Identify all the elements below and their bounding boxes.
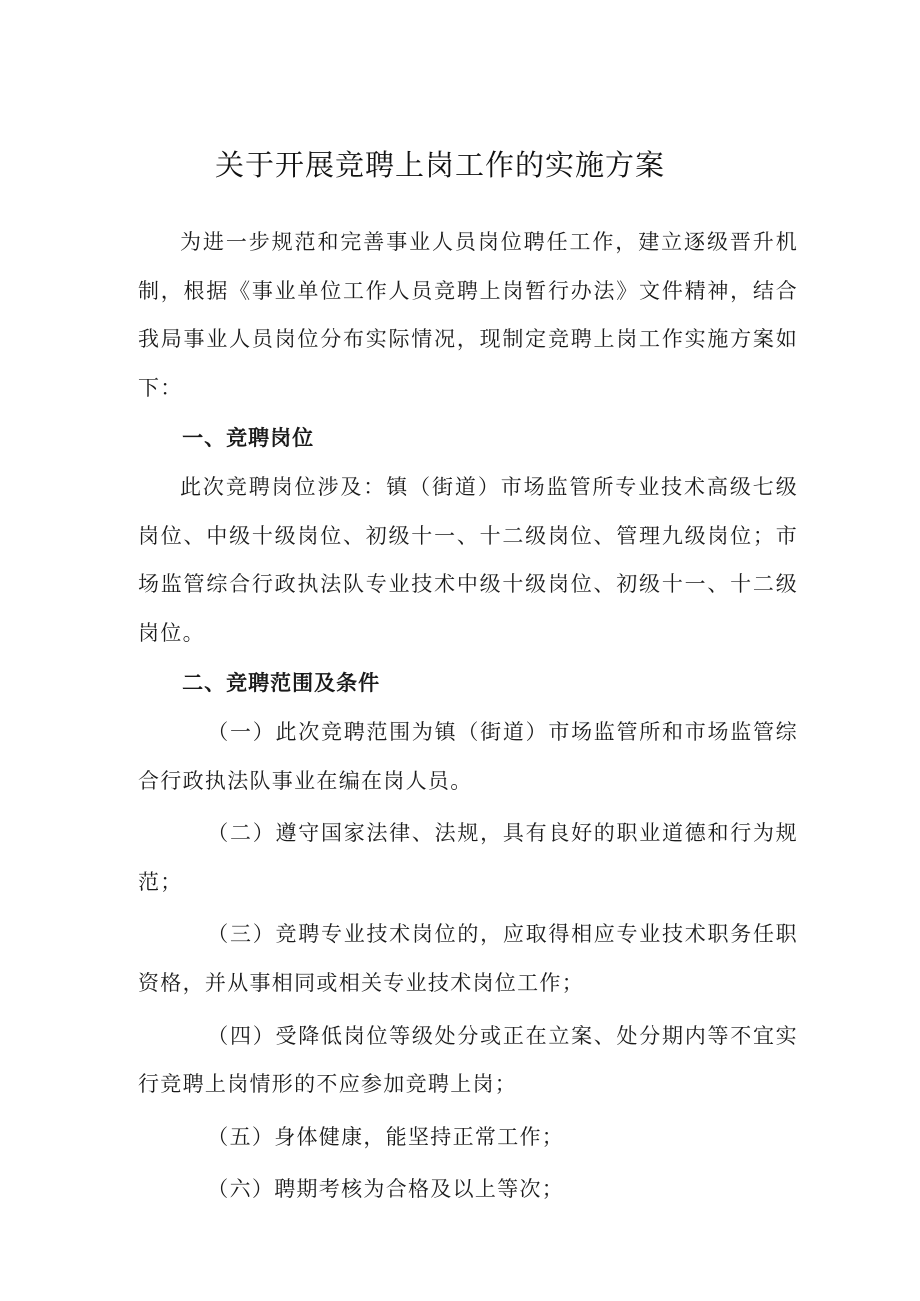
section-1-heading: 一、竞聘岗位 (182, 426, 315, 451)
condition-item-1: （一）此次竞聘范围为镇（街道）市场监管所和市场监管综合行政执法队事业在编在岗人员。 (138, 719, 798, 793)
section-1-body: 此次竞聘岗位涉及：镇（街道）市场监管所专业技术高级七级岗位、中级十级岗位、初级十一、十二级岗位、管理九级岗位；市场监管综合行政执法队专业技术中级十级岗位、初级十一、十二级岗位。 (138, 474, 798, 645)
document-body (138, 218, 798, 1214)
intro-paragraph: 为进一步规范和完善事业人员岗位聘任工作，建立逐级晋升机制，根据《事业单位工作人员竞聘上岗暂行办法》文件精神，结合我局事业人员岗位分布实际情况，现制定竞聘上岗工作实施方案如下： (138, 230, 798, 400)
document-title: 关于开展竞聘上岗工作的实施方案 (214, 148, 665, 182)
condition-item-4: （四）受降低岗位等级处分或正在立案、处分期内等不宜实行竞聘上岗情形的不应参加竞聘上岗； (138, 1023, 798, 1097)
section-2-heading: 二、竞聘范围及条件 (182, 671, 381, 696)
condition-item-6: （六）聘期考核为合格及以上等次； (207, 1177, 565, 1202)
condition-item-2: （二）遵守国家法律、法规，具有良好的职业道德和行为规范； (138, 821, 798, 894)
condition-item-3: （三）竞聘专业技术岗位的，应取得相应专业技术职务任职资格，并从事相同或相关专业技术岗位工作； (138, 922, 798, 995)
condition-item-5: （五）身体健康，能坚持正常工作； (207, 1124, 565, 1149)
